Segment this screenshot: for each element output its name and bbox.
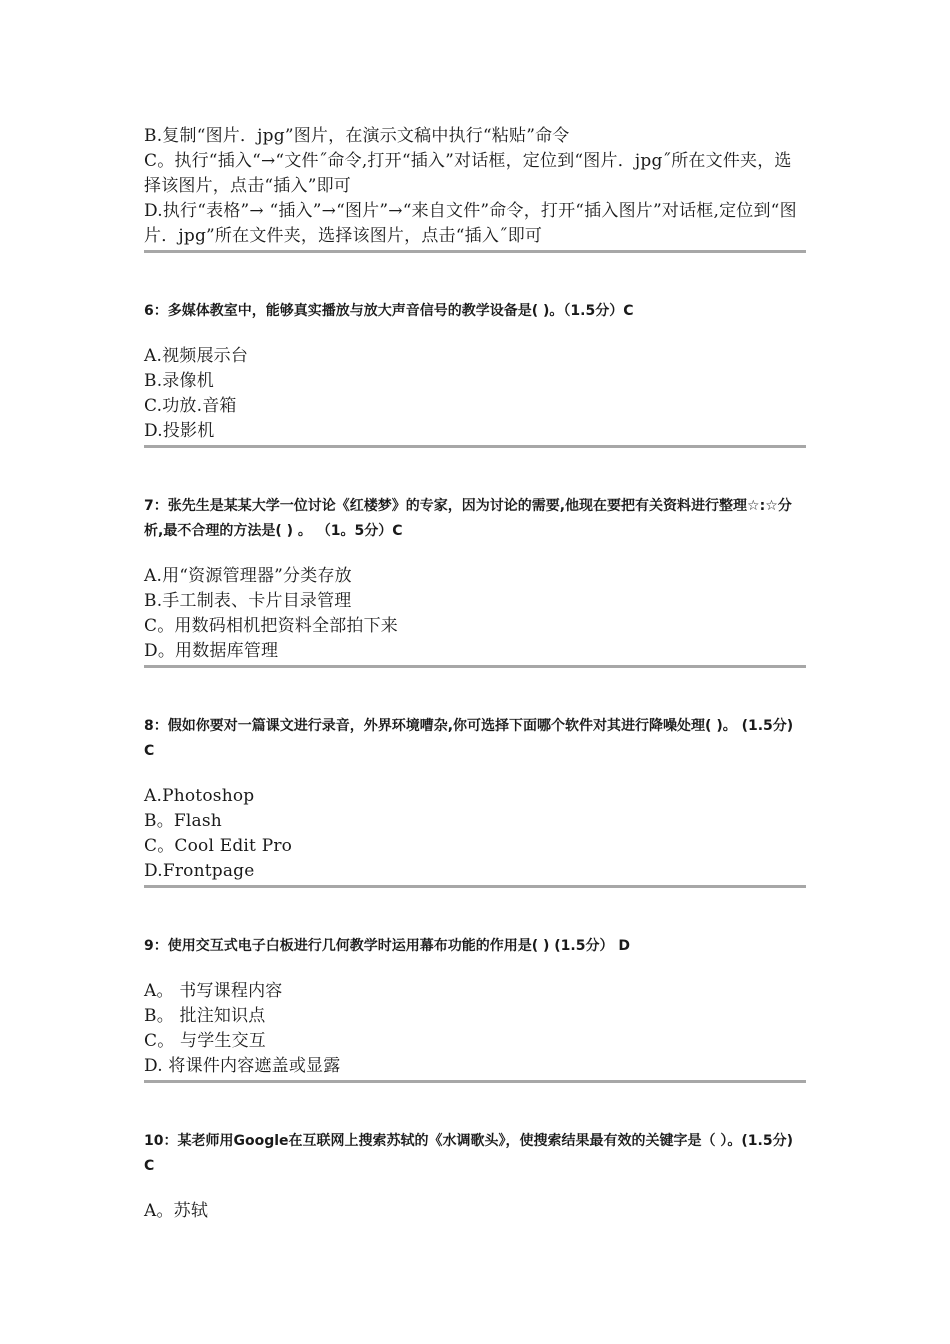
option-b: B.录像机 — [144, 371, 214, 391]
option-d: D.投影机 — [144, 421, 215, 441]
option-c: C。用数码相机把资料全部拍下来 — [144, 616, 399, 636]
option-c: C。执行“插入“→“文件˝命令,打开“插入”对话框，定位到“图片．jpg˝所在文件夹，选择该图片，点击“插入”即可 — [144, 151, 792, 196]
option-c: C.功放.音箱 — [144, 396, 237, 416]
option-a: A.Photoshop — [144, 786, 255, 806]
question-block-6 — [144, 299, 806, 448]
question-text: 9：使用交互式电子白板进行几何教学时运用幕布功能的作用是( ) (1.5分） D — [144, 938, 630, 954]
question-block-7 — [144, 494, 806, 668]
question-block-9 — [144, 934, 806, 1083]
question-text: 7：张先生是某某大学一位讨论《红楼梦》的专家，因为讨论的需要,他现在要把有关资料进行整理☆:☆分析,最不合理的方法是( ) 。 （1。5分）C — [144, 498, 792, 539]
option-d: D.执行“表格”→ “插入”→“图片”→“来自文件”命令，打开“插入图片”对话框,定位到“图片．jpg”所在文件夹，选择该图片，点击“插入˝即可 — [144, 201, 797, 246]
document-page — [144, 124, 806, 1224]
option-c: C。 与学生交互 — [144, 1031, 267, 1051]
option-a: A。 书写课程内容 — [144, 981, 283, 1001]
option-d: D. 将课件内容遮盖或显露 — [144, 1056, 341, 1076]
divider — [144, 445, 806, 448]
option-d: D.Frontpage — [144, 861, 255, 881]
question-text: 6：多媒体教室中，能够真实播放与放大声音信号的教学设备是( )。（1.5分）C — [144, 303, 634, 319]
divider — [144, 1080, 806, 1083]
option-c: C。Cool Edit Pro — [144, 836, 293, 856]
option-b: B.手工制表、卡片目录管理 — [144, 591, 352, 611]
option-b: B。 批注知识点 — [144, 1006, 266, 1026]
option-a: A。苏轼 — [144, 1201, 209, 1221]
divider — [144, 665, 806, 668]
option-d: D。用数据库管理 — [144, 641, 279, 661]
option-b: B。Flash — [144, 811, 222, 831]
question-block-8 — [144, 714, 806, 888]
question-text: 8：假如你要对一篇课文进行录音，外界环境嘈杂,你可选择下面哪个软件对其进行降噪处理( )。 (1.5分) C — [144, 718, 794, 759]
option-a: A.视频展示台 — [144, 346, 249, 366]
divider — [144, 250, 806, 253]
question-block-5-tail — [144, 124, 806, 253]
option-a: A.用“资源管理器”分类存放 — [144, 566, 352, 586]
option-b: B.复制“图片．jpg”图片，在演示文稿中执行“粘贴”命令 — [144, 126, 570, 146]
question-text: 10：某老师用Google在互联网上搜索苏轼的《水调歌头》，使搜索结果最有效的关键字是（ ）。(1.5分) C — [144, 1133, 793, 1174]
question-block-10 — [144, 1129, 806, 1224]
divider — [144, 885, 806, 888]
